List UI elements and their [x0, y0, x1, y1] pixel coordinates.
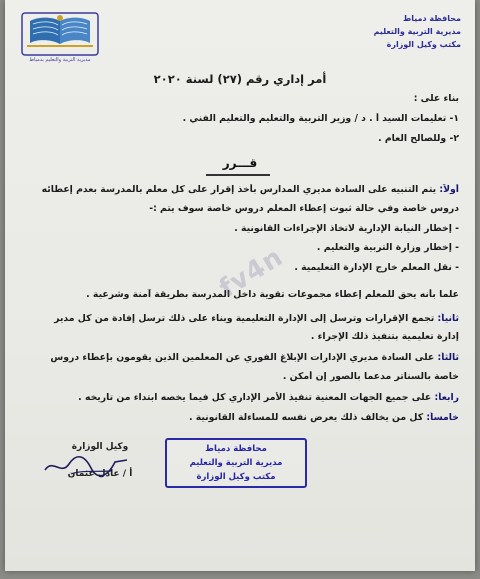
stamp-line: مديرية التربية والتعليم: [189, 458, 283, 468]
preamble-item: ٢- وللصالح العام .: [378, 133, 459, 144]
clause-first: أولاً: يتم التنبيه على السادة مديري المدارس بأخذ إقرار على كل معلم بالمدرسة بعدم إعطائه: [41, 184, 459, 195]
header-directorate: مديرية التربية والتعليم: [373, 27, 461, 36]
watermark: fv4n: [214, 242, 289, 304]
clause-label: ثالثاً:: [437, 352, 459, 363]
bullet-item: - إخطار النيابة الإدارية لاتخاذ الإجراءات القانونية .: [234, 223, 459, 234]
clause-label: أولاً:: [439, 184, 459, 195]
official-stamp: [165, 438, 307, 488]
clause-second: ثانياً: تجمع الإقرارات وترسل إلى الإدارة التعليمية وبناء على ذلك ترسل إفادة من كل مدير: [54, 313, 459, 324]
clause-fourth: رابعاً: على جميع الجهات المعنية تنفيذ الأمر الإداري كل فيما يخصه ابتداء من تاريخه .: [78, 392, 459, 403]
header-office: مكتب وكيل الوزارة: [386, 40, 461, 49]
signature-role: وكيل الوزارة: [71, 442, 129, 452]
logo-caption: مديرية التربية والتعليم بدمياط: [29, 57, 91, 63]
clause-first-cont: دروس خاصة وفي حالة ثبوت إعطاء المعلم دروس خاصة سوف يتم :-: [149, 203, 459, 214]
decision-underline: [206, 174, 270, 176]
clause-third: ثالثاً: على السادة مديري الإدارات الإبلاغ الفوري عن المعلمين الذين يقومون بإعطاء دروس: [50, 352, 459, 363]
handwritten-signature: [41, 452, 133, 482]
stamp-line: مكتب وكيل الوزارة: [196, 472, 276, 482]
clause-label: ثانياً:: [437, 313, 459, 324]
clause-fifth: خامساً: كل من يخالف ذلك يعرض نفسه للمساءلة القانونية .: [188, 412, 459, 423]
bullet-item: - نقل المعلم خارج الإدارة التعليمية .: [294, 262, 459, 273]
document-page: [5, 0, 475, 571]
clause-third-cont: خاصة بالسناتر مدعما بالصور إن أمكن .: [282, 371, 459, 382]
clause-label: خامساً:: [426, 412, 459, 423]
signature-name: أ / عادل عثمان: [67, 469, 133, 479]
stamp-line: محافظة دمياط: [205, 444, 267, 454]
clause-second-cont: إدارة تعليمية بتنفيذ ذلك الإجراء .: [310, 331, 459, 342]
preamble-item: ١- تعليمات السيد أ . د / وزير التربية والتعليم والتعليم الفني .: [182, 113, 459, 124]
bullet-item: - إخطار وزارة التربية والتعليم .: [316, 242, 459, 253]
preamble-label: بناء على :: [413, 93, 459, 104]
ministry-logo: [21, 12, 99, 56]
letterhead: [311, 12, 461, 51]
decision-heading: قـــرر: [222, 156, 258, 170]
header-governorate: محافظة دمياط: [402, 14, 461, 23]
note-line: علما بأنه يحق للمعلم إعطاء مجموعات تقوية داخل المدرسة بطريقة آمنة وشرعية .: [86, 289, 459, 300]
clause-label: رابعاً:: [434, 392, 459, 403]
order-title: أمر إداري رقم (٢٧) لسنة ٢٠٢٠: [153, 72, 327, 86]
